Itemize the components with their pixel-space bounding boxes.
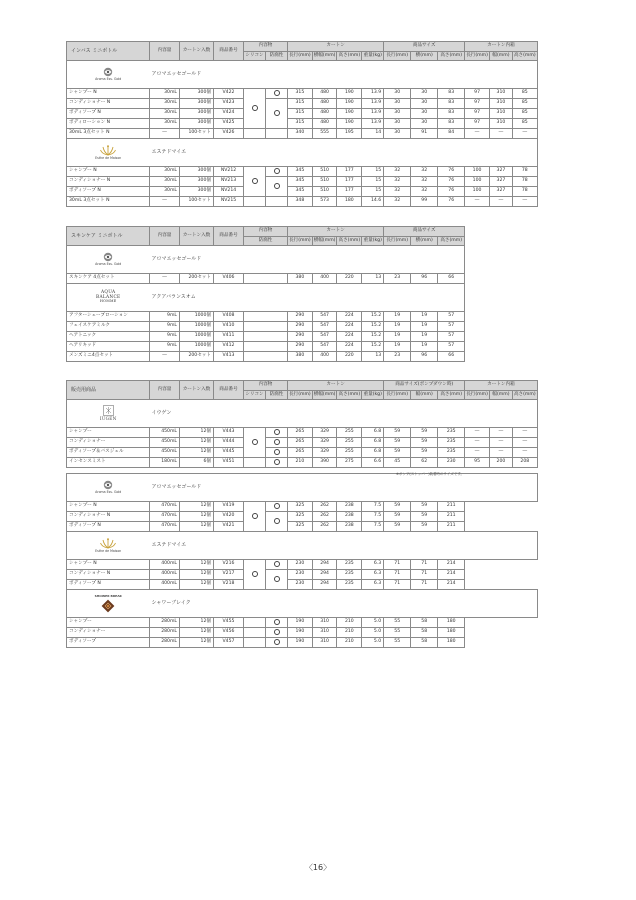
brand-logo <box>67 61 150 89</box>
col-product-size-group: 商品サイズ <box>384 42 465 52</box>
table-row: シャンプー N 470mL 12個 V419 325 262 238 7.5 59 59 211 <box>67 502 538 512</box>
table-row: コンディショナー N 470mL 12個 V420 325 262 238 7.5 59 59 211 <box>67 512 538 522</box>
table-row: スキンケア 4点セット ― 200セット V406 380 400 220 13 23 96 66 <box>67 274 465 284</box>
section-title: スキンケア ミニボトル <box>67 227 150 246</box>
brand-logo-text: IUGEN <box>99 416 117 422</box>
pump-size-note: ※ポンプ(ストッパー)装着時のサイズです。 <box>396 472 464 476</box>
table-row: ボディソープ＆バスジェル 450mL 12個 V445 265 329 255 6.8 59 59 235 ― ― ― <box>67 448 538 458</box>
antiseptic-mark <box>266 99 288 129</box>
col-p-l: 長行(mm) <box>384 52 411 61</box>
col-carton-qty: カートン入数 <box>180 42 214 61</box>
inbath-mini-bottle-table <box>66 41 538 207</box>
col-silicone: シリコン <box>244 52 266 61</box>
brand-header <box>67 139 538 167</box>
circle-mark <box>274 503 280 509</box>
brand-header <box>67 246 465 274</box>
table-row: インセンスミスト 180mL 6個 V451 210 390 275 6.6 45 62 230 95 200 208 <box>67 458 538 468</box>
table-row: ボディソープ N 470mL 12個 V421 325 262 238 7.5 59 59 211 <box>67 522 538 532</box>
brand-logo <box>67 139 150 167</box>
brand-logo <box>67 474 150 502</box>
antiseptic-mark <box>266 502 288 512</box>
col-carton-qty: カートン入数 <box>180 381 214 400</box>
skincare-mini-bottle-table <box>66 226 465 362</box>
col-contents-group: 内容物 <box>244 381 288 391</box>
col-weight: 重量(kg) <box>362 237 384 246</box>
table-row: コンディショナー 450mL 12個 V444 265 329 255 6.8 59 59 235 ― ― ― <box>67 438 538 448</box>
col-dim-w: 横幅(mm) <box>312 52 337 61</box>
esthe-de-maison-logo-icon <box>99 537 117 549</box>
table-row: メンズミニ4点セット ― 200セット V413 380 400 220 13 23 96 66 <box>67 352 465 362</box>
col-i-l: 長行(mm) <box>465 52 490 61</box>
antiseptic-mark <box>266 560 288 570</box>
brand-logo-text: Aroma Ess. Gold <box>95 262 122 267</box>
table-row: ボディローション N 30mL 300個 V425 315 480 190 13.9 30 30 83 97 310 85 <box>67 119 538 129</box>
circle-mark <box>252 105 258 111</box>
section-title: 販売用商品 <box>67 381 150 400</box>
brand-logo-text: Esthe de Maison <box>95 156 122 161</box>
col-product-size-group: 商品サイズ(ポンプダウン時) <box>384 381 465 391</box>
brand-name: イウゲン <box>150 400 244 428</box>
col-antiseptic: 防腐性 <box>266 391 288 400</box>
col-silicone: シリコン <box>244 391 266 400</box>
aqua-balance-logo: AQUA BALANCE HOMME <box>95 289 121 304</box>
circle-mark <box>274 518 280 524</box>
col-inner-group: カートン内箱 <box>465 381 537 391</box>
shower-break-logo-icon <box>101 599 115 613</box>
silicone-mark <box>244 560 266 590</box>
table-row: ボディソープ N 30mL 300個 NV214 345 510 177 15 32 32 76 100 327 78 <box>67 187 538 197</box>
circle-mark <box>274 110 280 116</box>
table-row: コンディショナー N 30mL 300個 NV213 345 510 177 15 32 32 76 100 327 78 <box>67 177 538 187</box>
brand-header <box>67 61 538 89</box>
table-row: ヘアリキッド 9mL 1000個 V412 290 547 224 15.2 19 19 57 <box>67 342 465 352</box>
antiseptic-mark <box>266 512 288 532</box>
circle-mark <box>274 168 280 174</box>
col-p-w: 横(mm) <box>411 52 438 61</box>
brand-name: アクアバランスオム <box>150 284 244 312</box>
col-volume: 内容量 <box>150 381 180 400</box>
circle-mark <box>252 513 258 519</box>
col-p-h: 高さ(mm) <box>438 391 465 400</box>
circle-mark <box>274 629 280 635</box>
col-i-h: 高さ(mm) <box>512 52 537 61</box>
silicone-mark <box>244 167 266 197</box>
col-dim-l: 長行(mm) <box>288 391 313 400</box>
brand-name: エステドマイエ <box>150 532 244 560</box>
brand-logo <box>67 246 150 274</box>
table-row: ヘアトニック 9mL 1000個 V411 290 547 224 15.2 19 19 57 <box>67 332 465 342</box>
col-i-l: 長行(mm) <box>465 391 490 400</box>
col-i-w: 幅(mm) <box>489 52 512 61</box>
retail-products-table <box>66 380 538 648</box>
antiseptic-mark <box>266 448 288 458</box>
circle-mark <box>252 571 258 577</box>
col-carton-group: カートン <box>288 42 384 52</box>
brand-header <box>67 400 538 428</box>
col-dim-w: 横幅(mm) <box>312 237 337 246</box>
table-row: フェイスケアミルク 9mL 1000個 V410 290 547 224 15.2 19 19 57 <box>67 322 465 332</box>
col-contents-group: 内容物 <box>244 42 288 52</box>
col-dim-h: 高さ(mm) <box>337 237 362 246</box>
table-row: 30mL 3点セット N ― 100セット V426 340 555 195 14 30 91 84 ― ― ― <box>67 129 538 139</box>
col-carton-qty: カートン入数 <box>180 227 214 246</box>
brand-logo <box>67 400 150 428</box>
circle-mark <box>274 449 280 455</box>
col-weight: 重量(kg) <box>362 52 384 61</box>
iugen-logo-icon <box>103 405 114 416</box>
brand-header <box>67 590 538 618</box>
aroma-gold-logo-icon <box>99 252 117 262</box>
table-row: ボディソープ 280mL 12個 V457 190 310 210 5.0 55 58 180 <box>67 638 538 648</box>
silicone-mark <box>244 428 266 458</box>
antiseptic-mark <box>266 438 288 448</box>
col-dim-l: 長行(mm) <box>288 52 313 61</box>
col-dim-h: 高さ(mm) <box>337 391 362 400</box>
circle-mark <box>274 183 280 189</box>
circle-mark <box>274 439 280 445</box>
brand-name: アロマエッセゴールド <box>150 246 244 274</box>
circle-mark <box>274 459 280 465</box>
brand-logo-text: Aroma Ess. Gold <box>95 490 122 495</box>
esthe-de-maison-logo-icon <box>99 144 117 156</box>
circle-mark <box>274 561 280 567</box>
col-p-l: 長行(mm) <box>384 237 411 246</box>
col-carton-group: カートン <box>288 227 384 237</box>
antiseptic-mark <box>266 89 288 99</box>
brand-name: エステドマイエ <box>150 139 244 167</box>
col-dim-l: 長行(mm) <box>288 237 313 246</box>
antiseptic-mark <box>266 167 288 177</box>
antiseptic-mark <box>266 458 288 468</box>
circle-mark <box>274 576 280 582</box>
brand-logo <box>67 590 150 618</box>
antiseptic-mark <box>266 570 288 590</box>
circle-mark <box>274 90 280 96</box>
brand-logo <box>67 284 150 312</box>
brand-name: シャワーブレイク <box>150 590 244 618</box>
table-row: アフターシェーブローション 9mL 1000個 V408 290 547 224 15.2 19 19 57 <box>67 312 465 322</box>
table-row: コンディショナー N 400mL 12個 V217 230 294 235 6.3 71 71 214 <box>67 570 538 580</box>
brand-logo-text: Esthe de Maison <box>95 549 122 554</box>
table-row: シャンプー N 400mL 12個 V216 230 294 235 6.3 71 71 214 <box>67 560 538 570</box>
col-inner-group: カートン内箱 <box>465 42 537 52</box>
brand-logo <box>67 532 150 560</box>
col-volume: 内容量 <box>150 227 180 246</box>
brand-header <box>67 474 538 502</box>
col-product-no: 商品番号 <box>214 227 244 246</box>
col-p-w: 幅(mm) <box>411 391 438 400</box>
brand-logo-text: SHOWER BREAK <box>94 593 122 598</box>
table-row: シャンプー N 30mL 300個 NV212 345 510 177 15 32 32 76 100 327 78 <box>67 167 538 177</box>
brand-header <box>67 284 465 312</box>
table-row: シャンプー N 30mL 300個 V422 315 480 190 13.9 30 30 83 97 310 85 <box>67 89 538 99</box>
circle-mark <box>274 619 280 625</box>
antiseptic-mark <box>266 428 288 438</box>
antiseptic-mark <box>266 628 288 638</box>
brand-name: アロマエッセゴールド <box>150 474 244 502</box>
antiseptic-mark <box>266 618 288 628</box>
aroma-gold-logo-icon <box>99 480 117 490</box>
col-contents-group: 内容物 <box>244 227 288 237</box>
col-product-no: 商品番号 <box>214 381 244 400</box>
circle-mark <box>274 429 280 435</box>
table-row: 30mL 3点セット N ― 100セット NV215 348 573 180 14.6 32 99 76 ― ― ― <box>67 197 538 207</box>
col-dim-h: 高さ(mm) <box>337 52 362 61</box>
silicone-mark <box>244 89 266 129</box>
aroma-gold-logo-icon <box>99 67 117 77</box>
col-volume: 内容量 <box>150 42 180 61</box>
col-p-w: 横(mm) <box>411 237 438 246</box>
col-i-w: 幅(mm) <box>489 391 512 400</box>
table-row: コンディショナー 280mL 12個 V456 190 310 210 5.0 55 58 180 <box>67 628 538 638</box>
col-p-h: 高さ(mm) <box>438 52 465 61</box>
col-antiseptic: 防腐性 <box>244 237 288 246</box>
brand-name: アロマエッセゴールド <box>150 61 244 89</box>
col-weight: 重量(kg) <box>362 391 384 400</box>
circle-mark <box>252 178 258 184</box>
table-row: ボディソープ N 30mL 300個 V424 315 480 190 13.9 30 30 83 97 310 85 <box>67 109 538 119</box>
antiseptic-mark <box>266 638 288 648</box>
brand-header <box>67 532 538 560</box>
circle-mark <box>274 639 280 645</box>
table-row: ボディソープ N 400mL 12個 V218 230 294 235 6.3 71 71 214 <box>67 580 538 590</box>
col-p-l: 長行(mm) <box>384 391 411 400</box>
table-row: シャンプー 280mL 12個 V455 190 310 210 5.0 55 58 180 <box>67 618 538 628</box>
col-carton-group: カートン <box>288 381 384 391</box>
circle-mark <box>252 439 258 445</box>
col-product-no: 商品番号 <box>214 42 244 61</box>
silicone-mark <box>244 502 266 532</box>
table-row: コンディショナー N 30mL 300個 V423 315 480 190 13.9 30 30 83 97 310 85 <box>67 99 538 109</box>
col-product-size-group: 商品サイズ <box>384 227 465 237</box>
page-number: 〈16〉 <box>304 863 332 872</box>
antiseptic-mark <box>266 177 288 197</box>
brand-logo-text: Aroma Ess. Gold <box>95 77 122 82</box>
col-p-h: 高さ(mm) <box>438 237 465 246</box>
col-dim-w: 横幅(mm) <box>312 391 337 400</box>
col-i-h: 高さ(mm) <box>512 391 537 400</box>
table-row: シャンプー 450mL 12個 V443 265 329 255 6.8 59 59 235 ― ― ― <box>67 428 538 438</box>
section-title: インバス ミニボトル <box>67 42 150 61</box>
col-antiseptic: 防腐性 <box>266 52 288 61</box>
